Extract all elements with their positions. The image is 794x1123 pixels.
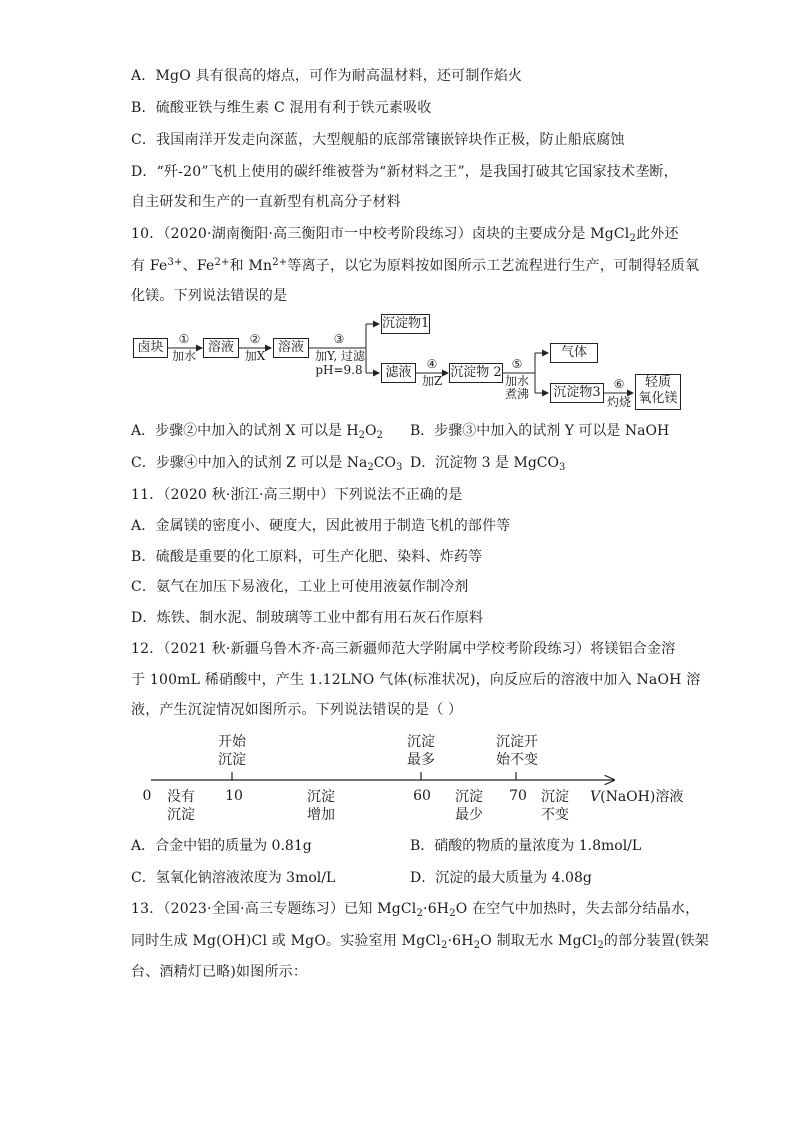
axis-top-kaishi: 开始 沉淀: [218, 734, 246, 768]
flow-step6-label: 灼烧: [606, 395, 631, 409]
q9-option-d-line1: D．“歼-20”飞机上使用的碳纤维被誉为“新材料之王”，是我国打破其它国家技术垄断，: [131, 164, 678, 180]
flow-step2-num: ②: [249, 332, 261, 346]
q9-option-b: B．硫酸亚铁与维生素 C 混用有利于铁元素吸收: [131, 100, 432, 116]
q11-option-a: A．金属镁的密度小、硬度大，因此被用于制造飞机的部件等: [131, 518, 511, 534]
q12-stem-line1: 12．（2021 秋·新疆乌鲁木齐·高三新疆师范大学附属中学校考阶段练习）将镁铝合金溶: [131, 641, 676, 657]
flow-box-product: 轻质 氧化镁: [635, 374, 681, 410]
flow-step1-num: ①: [178, 332, 190, 346]
flow-step5-num: ⑤: [511, 357, 523, 371]
flow-step4-label: 加Z: [421, 374, 443, 388]
axis-tick-0: 0: [142, 788, 152, 804]
axis-seg-zuishao: 沉淀 最少: [455, 789, 483, 823]
flow-box-lvye: 滤液: [381, 363, 416, 383]
flow-step5-label1: 加水: [504, 374, 529, 388]
q12-option-b: B．硝酸的物质的量浓度为 1.8mol/L: [410, 838, 642, 854]
q10-option-c: C．步骤④中加入的试剂 Z 可以是 $Na_2CO_3$: [131, 455, 403, 473]
axis-seg-zengjia: 沉淀 增加: [307, 789, 335, 823]
axis-tick-70: 70: [509, 788, 527, 804]
flow-step4-num: ④: [426, 357, 438, 371]
q11-stem: 11．（2020 秋·浙江·高三期中）下列说法不正确的是: [131, 487, 463, 503]
q11-option-c: C．氨气在加压下易液化，工业上可使用液氨作制冷剂: [131, 579, 469, 595]
q12-stem-line3: 液，产生沉淀情况如图所示。下列说法错误的是（ ）: [131, 702, 463, 718]
q10-stem-line3: 化镁。下列说法错误的是: [131, 288, 288, 304]
q12-option-d: D．沉淀的最大质量为 4.08g: [410, 870, 592, 886]
q13-stem-line3: 台、酒精灯已略)如图所示：: [131, 964, 308, 980]
axis-top-zuiduo: 沉淀 最多: [407, 734, 435, 768]
axis-top-bubian: 沉淀开 始不变: [496, 734, 538, 768]
axis-unit-label: V(NaOH)溶液: [590, 789, 684, 805]
q12-stem-line2: 于 100mL 稀硝酸中，产生 1.12LNO 气体(标准状况)，向反应后的溶液中加入 NaOH 溶: [131, 672, 701, 688]
q10-option-d: D．沉淀物 3 是 MgCO$_3$: [410, 455, 566, 473]
flow-box-chendian3: 沉淀物3: [550, 383, 604, 403]
q10-stem-line1: 10．（2020·湖南衡阳·高三衡阳市一中校考阶段练习）卤块的主要成分是 MgCl$_2$此外还: [131, 226, 679, 244]
q9-option-c: C．我国南洋开发走向深蓝，大型舰船的底部常镶嵌锌块作正极，防止船底腐蚀: [131, 132, 625, 148]
flow-box-qiti: 气体: [550, 343, 598, 363]
axis-seg-meiyou: 没有 沉淀: [167, 789, 195, 823]
flow-box-rongye1: 溶液: [203, 338, 239, 358]
q12-option-c: C．氢氧化钠溶液浓度为 3mol/L: [131, 870, 336, 886]
axis-tick-10: 10: [225, 788, 243, 804]
flow-step3-ph: pH=9.8: [315, 363, 363, 377]
flow-box-luku: 卤块: [133, 338, 168, 358]
flow-box-chendian2: 沉淀物 2: [449, 363, 503, 383]
q11-option-b: B．硫酸是重要的化工原料，可生产化肥、染料、炸药等: [131, 549, 483, 565]
flow-step6-num: ⑥: [613, 377, 625, 391]
flow-box-rongye2: 溶液: [273, 338, 309, 358]
q12-option-a: A．合金中铝的质量为 0.81g: [131, 838, 312, 854]
flow-step5-label2: 煮沸: [504, 387, 529, 401]
axis-seg-bubian: 沉淀 不变: [541, 789, 569, 823]
flow-step3-label: 加Y, 过滤: [314, 349, 365, 363]
q10-stem-line2: 有 $Fe^{3+}$、$Fe^{2+}$和 $Mn^{2+}$等离子，以它为原料按如图所示工艺流程进行生产，可制得轻质氧: [131, 257, 700, 274]
q10-option-b: B．步骤③中加入的试剂 Y 可以是 NaOH: [410, 423, 670, 439]
q13-stem-line2: 同时生成 Mg(OH)Cl 或 MgO。实验室用 $MgCl_2\cdot 6H_2O$ 制取无水 MgCl$_2$的部分装置(铁架: [131, 933, 709, 951]
flow-step2-label: 加X: [244, 349, 266, 363]
q11-option-d: D．炼铁、制水泥、制玻璃等工业中都有用石灰石作原料: [131, 610, 484, 626]
q9-option-a: A．MgO 具有很高的熔点，可作为耐高温材料，还可制作焰火: [131, 68, 523, 84]
q13-stem-line1: 13．（2023·全国·高三专题练习）已知 $MgCl_2\cdot 6H_2O$ 在空气中加热时，失去部分结晶水，: [131, 901, 700, 919]
flow-step3-num: ③: [333, 332, 345, 346]
flow-step1-label: 加水: [171, 349, 196, 363]
axis-tick-60: 60: [413, 788, 431, 804]
q9-option-d-line2: 自主研发和生产的一直新型有机高分子材料: [131, 194, 401, 210]
q10-option-a: A．步骤②中加入的试剂 X 可以是 $H_2O_2$: [131, 423, 383, 441]
flow-box-chendian1: 沉淀物1: [381, 314, 430, 334]
